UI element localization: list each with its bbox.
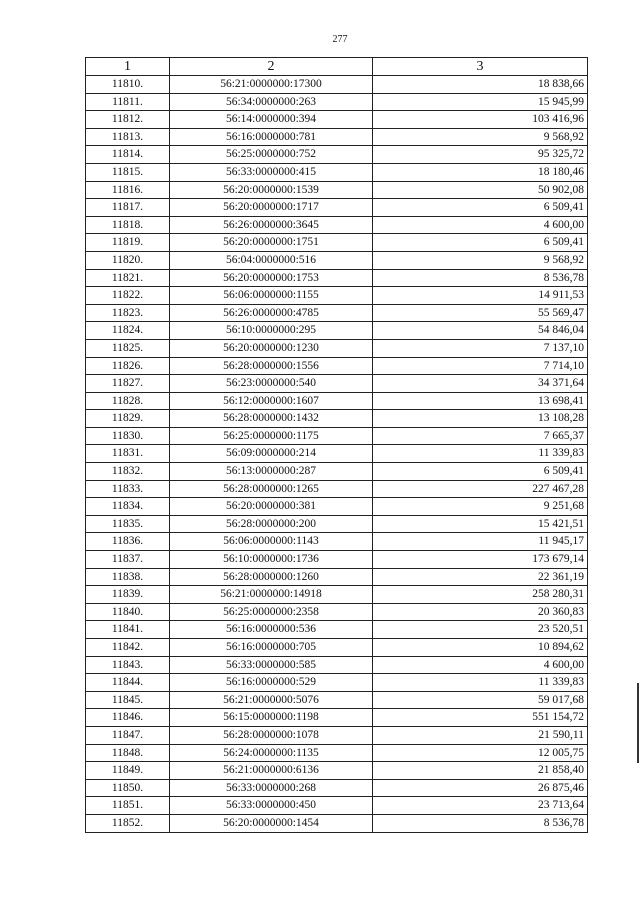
table-row <box>86 639 588 657</box>
cadastral-number-cell: 56:20:0000000:1539 <box>170 181 373 199</box>
amount-cell: 258 280,31 <box>373 586 588 604</box>
row-number-cell: 11814. <box>86 146 170 164</box>
cadastral-number-cell: 56:06:0000000:1155 <box>170 287 373 305</box>
row-number-cell: 11825. <box>86 339 170 357</box>
amount-cell: 59 017,68 <box>373 691 588 709</box>
amount-cell: 9 251,68 <box>373 498 588 516</box>
cadastral-number-cell: 56:28:0000000:1265 <box>170 480 373 498</box>
table-row <box>86 603 588 621</box>
column-header-1: 1 <box>86 58 170 76</box>
row-number-cell: 11816. <box>86 181 170 199</box>
table-row <box>86 128 588 146</box>
amount-cell: 8 536,78 <box>373 269 588 287</box>
cadastral-number-cell: 56:09:0000000:214 <box>170 445 373 463</box>
amount-cell: 6 509,41 <box>373 199 588 217</box>
row-number-cell: 11843. <box>86 656 170 674</box>
amount-cell: 9 568,92 <box>373 128 588 146</box>
amount-cell: 20 360,83 <box>373 603 588 621</box>
table-row <box>86 814 588 832</box>
row-number-cell: 11837. <box>86 551 170 569</box>
row-number-cell: 11819. <box>86 234 170 252</box>
table-row <box>86 568 588 586</box>
cadastral-number-cell: 56:20:0000000:1751 <box>170 234 373 252</box>
amount-cell: 10 894,62 <box>373 639 588 657</box>
row-number-cell: 11810. <box>86 76 170 94</box>
table-row <box>86 709 588 727</box>
row-number-cell: 11838. <box>86 568 170 586</box>
cadastral-number-cell: 56:26:0000000:3645 <box>170 216 373 234</box>
cadastral-number-cell: 56:20:0000000:1717 <box>170 199 373 217</box>
cadastral-number-cell: 56:12:0000000:1607 <box>170 392 373 410</box>
table-row <box>86 375 588 393</box>
cadastral-number-cell: 56:21:0000000:14918 <box>170 586 373 604</box>
table-row <box>86 181 588 199</box>
table-row <box>86 515 588 533</box>
row-number-cell: 11848. <box>86 744 170 762</box>
registry-table <box>85 57 588 833</box>
table-row <box>86 480 588 498</box>
cadastral-number-cell: 56:16:0000000:705 <box>170 639 373 657</box>
cadastral-number-cell: 56:10:0000000:295 <box>170 322 373 340</box>
row-number-cell: 11811. <box>86 93 170 111</box>
cadastral-number-cell: 56:26:0000000:4785 <box>170 304 373 322</box>
row-number-cell: 11842. <box>86 639 170 657</box>
column-header-3: 3 <box>373 58 588 76</box>
table-row <box>86 691 588 709</box>
row-number-cell: 11831. <box>86 445 170 463</box>
row-number-cell: 11836. <box>86 533 170 551</box>
cadastral-number-cell: 56:21:0000000:6136 <box>170 762 373 780</box>
row-number-cell: 11827. <box>86 375 170 393</box>
row-number-cell: 11847. <box>86 726 170 744</box>
table-row <box>86 322 588 340</box>
cadastral-number-cell: 56:20:0000000:1454 <box>170 814 373 832</box>
row-number-cell: 11826. <box>86 357 170 375</box>
amount-cell: 26 875,46 <box>373 779 588 797</box>
row-number-cell: 11850. <box>86 779 170 797</box>
row-number-cell: 11818. <box>86 216 170 234</box>
table-row <box>86 93 588 111</box>
amount-cell: 13 108,28 <box>373 410 588 428</box>
table-row <box>86 744 588 762</box>
cadastral-number-cell: 56:06:0000000:1143 <box>170 533 373 551</box>
row-number-cell: 11817. <box>86 199 170 217</box>
cadastral-number-cell: 56:20:0000000:1230 <box>170 339 373 357</box>
amount-cell: 8 536,78 <box>373 814 588 832</box>
row-number-cell: 11840. <box>86 603 170 621</box>
amount-cell: 7 714,10 <box>373 357 588 375</box>
table-row <box>86 269 588 287</box>
amount-cell: 18 838,66 <box>373 76 588 94</box>
table-row <box>86 304 588 322</box>
cadastral-number-cell: 56:25:0000000:2358 <box>170 603 373 621</box>
row-number-cell: 11823. <box>86 304 170 322</box>
table-row <box>86 674 588 692</box>
amount-cell: 95 325,72 <box>373 146 588 164</box>
column-header-2: 2 <box>170 58 373 76</box>
table-row <box>86 586 588 604</box>
amount-cell: 13 698,41 <box>373 392 588 410</box>
amount-cell: 21 858,40 <box>373 762 588 780</box>
amount-cell: 15 945,99 <box>373 93 588 111</box>
cadastral-number-cell: 56:16:0000000:536 <box>170 621 373 639</box>
cadastral-number-cell: 56:04:0000000:516 <box>170 251 373 269</box>
cadastral-number-cell: 56:20:0000000:1753 <box>170 269 373 287</box>
table-row <box>86 146 588 164</box>
amount-cell: 11 945,17 <box>373 533 588 551</box>
row-number-cell: 11813. <box>86 128 170 146</box>
cadastral-number-cell: 56:21:0000000:5076 <box>170 691 373 709</box>
amount-cell: 12 005,75 <box>373 744 588 762</box>
table-row <box>86 111 588 129</box>
amount-cell: 50 902,08 <box>373 181 588 199</box>
table-row <box>86 762 588 780</box>
row-number-cell: 11821. <box>86 269 170 287</box>
cadastral-number-cell: 56:28:0000000:1260 <box>170 568 373 586</box>
amount-cell: 11 339,83 <box>373 674 588 692</box>
cadastral-number-cell: 56:16:0000000:529 <box>170 674 373 692</box>
cadastral-number-cell: 56:25:0000000:1175 <box>170 427 373 445</box>
row-number-cell: 11822. <box>86 287 170 305</box>
amount-cell: 55 569,47 <box>373 304 588 322</box>
row-number-cell: 11830. <box>86 427 170 445</box>
cadastral-number-cell: 56:34:0000000:263 <box>170 93 373 111</box>
table-header <box>86 58 588 76</box>
amount-cell: 11 339,83 <box>373 445 588 463</box>
amount-cell: 22 361,19 <box>373 568 588 586</box>
amount-cell: 23 713,64 <box>373 797 588 815</box>
row-number-cell: 11852. <box>86 814 170 832</box>
page-number: 277 <box>332 34 348 45</box>
amount-cell: 21 590,11 <box>373 726 588 744</box>
amount-cell: 6 509,41 <box>373 463 588 481</box>
scan-edge-mark <box>637 683 639 763</box>
row-number-cell: 11812. <box>86 111 170 129</box>
table-row <box>86 551 588 569</box>
row-number-cell: 11833. <box>86 480 170 498</box>
amount-cell: 4 600,00 <box>373 656 588 674</box>
table-row <box>86 797 588 815</box>
cadastral-number-cell: 56:24:0000000:1135 <box>170 744 373 762</box>
table-row <box>86 76 588 94</box>
amount-cell: 7 137,10 <box>373 339 588 357</box>
cadastral-number-cell: 56:28:0000000:1078 <box>170 726 373 744</box>
row-number-cell: 11834. <box>86 498 170 516</box>
cadastral-number-cell: 56:33:0000000:415 <box>170 163 373 181</box>
table-row <box>86 533 588 551</box>
row-number-cell: 11828. <box>86 392 170 410</box>
amount-cell: 7 665,37 <box>373 427 588 445</box>
cadastral-number-cell: 56:14:0000000:394 <box>170 111 373 129</box>
amount-cell: 18 180,46 <box>373 163 588 181</box>
cadastral-number-cell: 56:13:0000000:287 <box>170 463 373 481</box>
table-row <box>86 410 588 428</box>
row-number-cell: 11839. <box>86 586 170 604</box>
row-number-cell: 11815. <box>86 163 170 181</box>
row-number-cell: 11832. <box>86 463 170 481</box>
cadastral-number-cell: 56:33:0000000:450 <box>170 797 373 815</box>
table-row <box>86 726 588 744</box>
row-number-cell: 11824. <box>86 322 170 340</box>
cadastral-number-cell: 56:33:0000000:268 <box>170 779 373 797</box>
table-row <box>86 234 588 252</box>
table-row <box>86 463 588 481</box>
row-number-cell: 11841. <box>86 621 170 639</box>
table-row <box>86 216 588 234</box>
cadastral-number-cell: 56:33:0000000:585 <box>170 656 373 674</box>
amount-cell: 9 568,92 <box>373 251 588 269</box>
header-row <box>86 58 588 76</box>
amount-cell: 34 371,64 <box>373 375 588 393</box>
table-row <box>86 392 588 410</box>
cadastral-number-cell: 56:25:0000000:752 <box>170 146 373 164</box>
cadastral-number-cell: 56:21:0000000:17300 <box>170 76 373 94</box>
row-number-cell: 11851. <box>86 797 170 815</box>
table-row <box>86 779 588 797</box>
table-row <box>86 427 588 445</box>
cadastral-number-cell: 56:28:0000000:1432 <box>170 410 373 428</box>
table-row <box>86 251 588 269</box>
row-number-cell: 11820. <box>86 251 170 269</box>
amount-cell: 6 509,41 <box>373 234 588 252</box>
cadastral-number-cell: 56:23:0000000:540 <box>170 375 373 393</box>
table-body <box>86 76 588 833</box>
table-row <box>86 199 588 217</box>
amount-cell: 173 679,14 <box>373 551 588 569</box>
cadastral-number-cell: 56:15:0000000:1198 <box>170 709 373 727</box>
amount-cell: 103 416,96 <box>373 111 588 129</box>
table-row <box>86 287 588 305</box>
table-row <box>86 163 588 181</box>
table-row <box>86 656 588 674</box>
table-row <box>86 621 588 639</box>
row-number-cell: 11835. <box>86 515 170 533</box>
row-number-cell: 11846. <box>86 709 170 727</box>
table-row <box>86 445 588 463</box>
amount-cell: 23 520,51 <box>373 621 588 639</box>
row-number-cell: 11829. <box>86 410 170 428</box>
table-row <box>86 498 588 516</box>
amount-cell: 4 600,00 <box>373 216 588 234</box>
table-row <box>86 339 588 357</box>
amount-cell: 54 846,04 <box>373 322 588 340</box>
row-number-cell: 11844. <box>86 674 170 692</box>
amount-cell: 14 911,53 <box>373 287 588 305</box>
amount-cell: 15 421,51 <box>373 515 588 533</box>
cadastral-number-cell: 56:16:0000000:781 <box>170 128 373 146</box>
cadastral-number-cell: 56:28:0000000:200 <box>170 515 373 533</box>
amount-cell: 227 467,28 <box>373 480 588 498</box>
amount-cell: 551 154,72 <box>373 709 588 727</box>
table-row <box>86 357 588 375</box>
row-number-cell: 11849. <box>86 762 170 780</box>
cadastral-number-cell: 56:20:0000000:381 <box>170 498 373 516</box>
cadastral-number-cell: 56:10:0000000:1736 <box>170 551 373 569</box>
cadastral-number-cell: 56:28:0000000:1556 <box>170 357 373 375</box>
row-number-cell: 11845. <box>86 691 170 709</box>
